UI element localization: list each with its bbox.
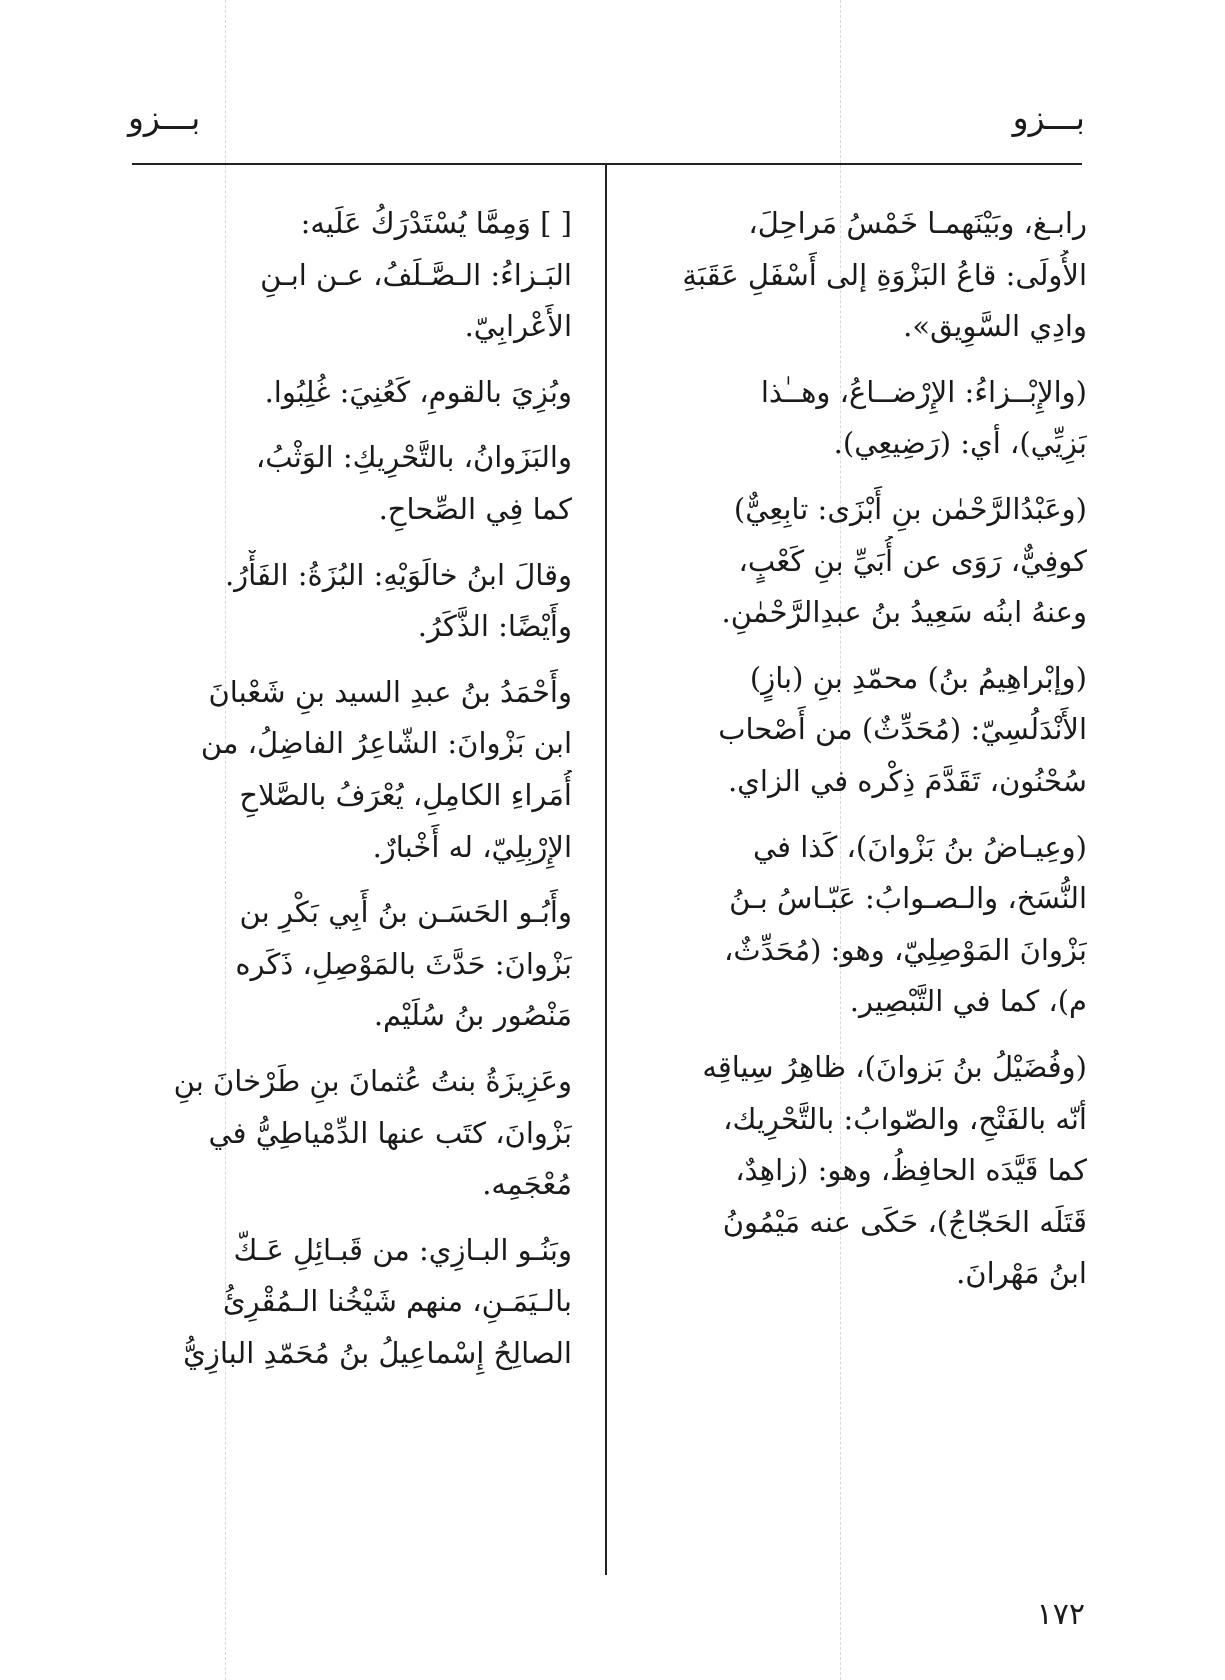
text-line: وأَبُـو الحَسَـن بنُ أَبِي بَكْرِ بن <box>239 895 572 930</box>
text-line: بَزِيِّي)، أي: (رَضِيعِي). <box>833 426 1087 461</box>
text-line: الصالِحُ إِسْماعِيلُ بنُ مُحَمّدِ البازِيُّ <box>183 1335 572 1370</box>
text-line: بَزْوانَ: حَدَّثَ بالمَوْصِلِ، ذَكَره <box>235 946 572 981</box>
text-line: وعَزِيزَةُ بنتُ عُثمانَ بنِ طَرْخانَ بنِ <box>173 1063 572 1098</box>
paragraph <box>140 1056 572 1211</box>
text-line: كوفِيٌّ، رَوَى عن أُبَيِّ بنِ كَعْبٍ، <box>738 543 1087 578</box>
text-line: (وإبْراهِيمُ بنُ) محمّدِ بنِ (بازٍ) <box>749 660 1087 695</box>
text-line: (والإِبْــزاءُ: الإِرْضــاعُ، وهــٰذا <box>760 374 1087 409</box>
text-line: البَـزاءُ: الـصَّـلَفُ، عـن ابـنِ <box>260 257 572 292</box>
text-line: والبَزَوانُ، بالتَّحْرِيكِ: الوَثْبُ، <box>255 440 572 475</box>
text-line: سُحْنُون، تَقَدَّمَ ذِكْره في الزاي. <box>727 763 1087 798</box>
text-line: قَتَلَه الحَجّاجُ)، حَكَى عنه مَيْمُونُ <box>722 1204 1087 1239</box>
paragraph <box>140 198 572 353</box>
paragraph <box>655 653 1087 808</box>
text-line: رابـغ، وبَيْنَهمـا خَمْسُ مَراحِلَ، <box>748 206 1087 240</box>
text-line: النُّسَخ، والـصـوابُ: عَبّـاسُ بـنُ <box>729 881 1087 916</box>
paragraph <box>140 1225 572 1380</box>
paragraph <box>655 822 1087 1028</box>
text-line: وأَحْمَدُ بنُ عبدِ السيد بنِ شَعْبانَ <box>208 674 572 709</box>
text-line: (وعِيـاضُ بنُ بَزْوانَ)، كَذا في <box>752 829 1087 864</box>
text-line: وعنهُ ابنُه سَعِيدُ بنُ عبدِالرَّحْمٰنِ. <box>721 595 1087 630</box>
text-line: الأُولَى: قاعُ البَزْوَةِ إلى أَسْفَلِ عَقَبَةِ <box>682 257 1087 292</box>
text-line: وادِي السَّوِيق». <box>903 309 1087 344</box>
paragraph <box>140 667 572 873</box>
text-line: (وفُضَيْلُ بنُ بَزوانَ)، ظاهِرُ سِياقِه <box>702 1049 1087 1084</box>
running-head-right: بـــزو <box>1012 98 1085 137</box>
running-head-left: بـــزو <box>128 98 201 137</box>
text-line: مُعْجَمِه. <box>482 1167 572 1202</box>
paragraph <box>140 432 572 535</box>
text-line: م)، كما في التَّبْصِير. <box>849 984 1087 1019</box>
text-line: وقالَ ابنُ خالَوَيْهِ: البُزَةُ: الفَأْرُ. <box>224 557 572 592</box>
text-line: كما قَيَّدَه الحافِظُ، وهو: (زاهِدٌ، <box>735 1153 1087 1188</box>
paragraph <box>655 367 1087 470</box>
text-line: الأَعْرابِيّ. <box>464 309 572 344</box>
text-line: كما فِي الصِّحاحِ. <box>378 491 572 526</box>
text-line: بَزْوانَ، كتَب عنها الدِّمْياطِيُّ في <box>208 1115 572 1150</box>
text-line: الأَنْدَلُسِيّ: (مُحَدِّثٌ) من أَصْحاب <box>718 712 1087 747</box>
text-line: مَنْصُور بنُ سُلَيْم. <box>373 998 572 1033</box>
paragraph <box>655 198 1087 353</box>
left-column <box>140 198 572 1379</box>
text-line: بالـيَمَـنِ، منهم شَيْخُنا الـمُقْرِئُ <box>222 1284 572 1319</box>
column-divider <box>605 165 607 1575</box>
text-line: ابن بَزْوانَ: الشّاعِرُ الفاضِلُ، من <box>200 726 572 761</box>
text-line: ابنُ مَهْرانَ. <box>956 1256 1087 1291</box>
text-line: [ ] وَمِمَّا يُسْتَدْرَكُ عَلَيه: <box>300 206 572 240</box>
text-line: (وعَبْدُالرَّحْمٰن بنِ أَبْزَى: تابِعِيٌّ) <box>733 491 1087 526</box>
text-line: أنّه بالفَتْحِ، والصّوابُ: بالتَّحْرِيك، <box>723 1101 1087 1136</box>
paragraph <box>140 887 572 1042</box>
text-line: وبُزِيَ بالقومِ، كَعُنِيَ: غُلِبُوا. <box>264 374 572 409</box>
text-line: وأَيْضًا: الذَّكَرُ. <box>417 609 572 644</box>
text-line: أُمَراءِ الكامِلِ، يُعْرَفُ بالصَّلاحِ <box>239 777 572 812</box>
text-line: الإِرْبِلِيّ، له أَخْبارٌ. <box>372 829 572 864</box>
right-column <box>655 198 1087 1300</box>
header-rule <box>132 163 1082 165</box>
text-line: بَزْوانَ المَوْصِلِيّ، وهو: (مُحَدِّثٌ، <box>724 932 1087 967</box>
paragraph <box>655 1042 1087 1300</box>
page-number: ١٧٢ <box>1036 1597 1085 1632</box>
paragraph <box>140 367 572 419</box>
paragraph <box>655 484 1087 639</box>
paragraph <box>140 550 572 653</box>
text-line: وبَنُـو البـازِي: من قَبـائِلِ عَـكّ <box>233 1232 572 1267</box>
